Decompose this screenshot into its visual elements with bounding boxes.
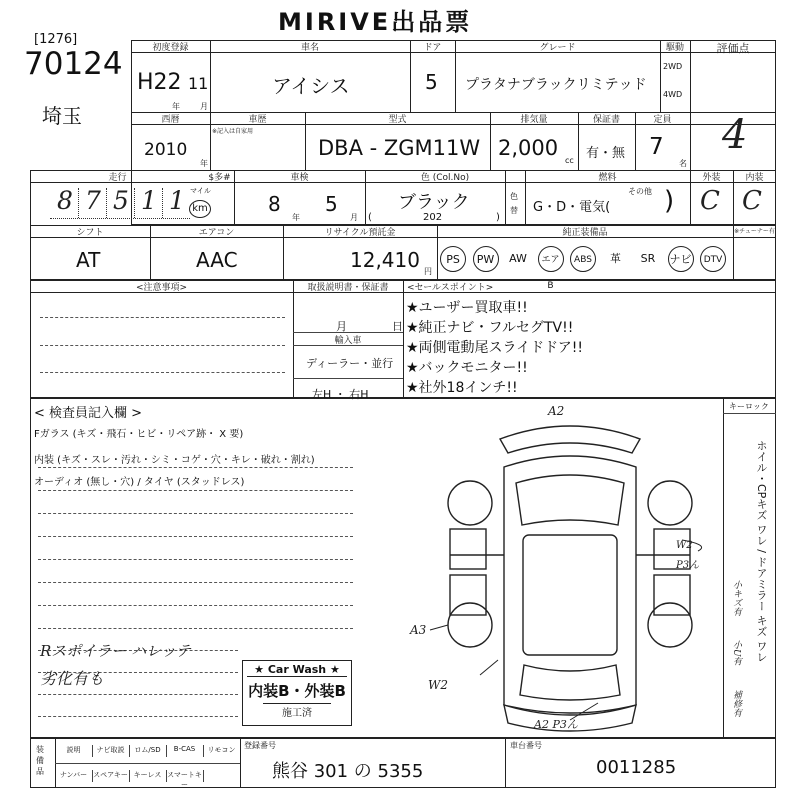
label-western-year: 西暦: [161, 115, 180, 125]
label-model-code: 型式: [388, 115, 407, 125]
footer-item-0-0: 説明: [55, 745, 93, 757]
year-unit: 年: [172, 102, 180, 111]
label-doors: ドア: [423, 43, 442, 53]
footer-item-1-1: スペアキー: [92, 770, 130, 782]
mileage-unit-mile: マイル: [190, 187, 211, 195]
recycle-value: 12,410: [350, 248, 420, 272]
label-equipment: 純正装備品: [562, 228, 608, 238]
doors-value: 5: [425, 70, 438, 94]
capacity-value: 7: [649, 134, 664, 160]
region: 埼玉: [42, 104, 82, 128]
equipment-item-6: SR: [640, 252, 656, 265]
car-diagram: [420, 405, 720, 735]
capacity-unit: 名: [679, 159, 687, 168]
transmission-value: AT: [76, 248, 101, 272]
label-drive: 駆動: [665, 43, 684, 53]
form-title: MIRIVE出品票: [278, 8, 473, 36]
equipment-item-4: ABS: [570, 246, 596, 272]
inspection-line-2: 内装 (キズ・スレ・汚れ・シミ・コゲ・穴・キレ・破れ・割れ): [34, 455, 315, 466]
fuel-options: G・D・電気(: [533, 200, 611, 215]
label-warranty: 保証書: [592, 115, 620, 125]
date-day: 日: [392, 320, 403, 333]
western-year-value: 2010: [144, 140, 188, 160]
label-mileage: 走行: [108, 173, 127, 183]
equipment-item-8: DTV: [700, 246, 726, 272]
car-mark-right-2: P3ん: [676, 560, 700, 571]
mileage-digit-2: 7: [85, 186, 101, 215]
equipment-item-5: 革: [610, 252, 621, 265]
equipment-item-0: PS: [440, 246, 466, 272]
handle-side: 左H ・ 右H: [312, 388, 369, 401]
sales-label: <セールスポイント>: [407, 283, 494, 293]
label-interior: 内装: [745, 173, 764, 183]
color-value: ブラック: [398, 192, 470, 213]
exterior-value: C: [700, 186, 720, 216]
inspection-year-unit: 年: [292, 213, 300, 222]
label-aircon: エアコン: [198, 228, 235, 238]
history-note: ※記入は自家用: [212, 128, 254, 135]
equipment-item-2: AW: [509, 252, 527, 265]
inspection-line-1: Fガラス (キズ・飛石・ヒビ・リペア跡・ X 要): [34, 429, 244, 440]
mileage-digit-1: 8: [57, 186, 73, 215]
color-paren-close: ): [496, 212, 500, 223]
fuel-other-label: その他: [628, 187, 652, 196]
displacement-value: 2,000: [498, 136, 559, 160]
cc-unit: cc: [565, 156, 574, 165]
label-displacement: 排気量: [520, 115, 548, 125]
color-no: 202: [423, 212, 443, 223]
label-capacity: 定員: [653, 115, 672, 125]
caution-label: <注意事項>: [135, 283, 188, 293]
car-mark-left: A3: [410, 623, 427, 637]
side-notes: ホイル・CPキズ ワレ / ドアミラー キズ ワレ: [755, 440, 768, 663]
model-code-value: DBA - ZGM11W: [318, 136, 481, 160]
sales-point-1: ★ユーザー買取車!!: [406, 300, 528, 316]
lot-number: 70124: [24, 46, 123, 82]
label-year: 初度登録: [152, 43, 189, 53]
label-transmission: シフト: [76, 228, 104, 238]
sales-point-5: ★社外18インチ!!: [406, 380, 518, 396]
car-mark-top: A2: [548, 404, 565, 418]
import-type: ディーラー・並行: [306, 357, 394, 370]
label-tuner: ※チューナー有: [734, 228, 775, 235]
side-small-2: 小U有: [731, 640, 741, 666]
footer-item-0-2: ロム/SD: [129, 745, 167, 757]
footer-item-1-3: スマートキー: [166, 770, 204, 782]
mileage-unit-km: km: [189, 200, 211, 218]
footer-items: [55, 738, 240, 788]
label-color: 色 (Col.No): [420, 173, 470, 183]
side-small-3: 補修有: [731, 690, 741, 717]
mileage-digit-3: 5: [113, 186, 129, 215]
handwritten-note-2: 劣化有も: [40, 669, 105, 688]
year-value: H22: [137, 70, 182, 95]
label-fuel: 燃料: [598, 173, 617, 183]
equipment-item-3: エアB: [538, 246, 564, 272]
footer-item-1-4: [203, 770, 240, 782]
equipment-item-7: ナビ: [668, 246, 694, 272]
car-mark-right-1: W2: [676, 540, 693, 551]
sales-point-2: ★純正ナビ・フルセグTV!!: [406, 320, 574, 336]
drive-2wd: 2WD: [663, 62, 683, 71]
label-inspection: 車検: [290, 173, 309, 183]
inspection-year: 8: [268, 192, 281, 216]
mileage-digit-4: 1: [141, 186, 157, 215]
footer-item-0-4: リモコン: [207, 746, 236, 754]
equipment-list: [440, 240, 776, 291]
date-month: 月: [336, 320, 347, 333]
label-score: 評価点: [716, 42, 750, 55]
score-value: 4: [722, 112, 748, 158]
carwash-stamp: [242, 660, 352, 726]
drive-4wd: 4WD: [663, 90, 683, 99]
inspection-month: 5: [325, 192, 338, 216]
western-year-unit: 年: [200, 159, 208, 168]
carwash-footer: 施工済: [263, 703, 331, 719]
label-exterior: 外装: [702, 173, 721, 183]
recycle-unit: 円: [424, 267, 432, 276]
label-history: 車歴: [248, 115, 267, 125]
handwritten-note-1: Rスポイラー ハレッテ: [40, 642, 191, 660]
car-mark-bottom: A2 P3ん: [534, 718, 578, 731]
aircon-value: AAC: [196, 248, 238, 272]
footer-item-1-0: ナンバー: [55, 770, 93, 782]
sales-point-4: ★バックモニター!!: [406, 360, 528, 376]
bracket-number: [1276]: [34, 32, 78, 47]
label-recycle: リサイクル預託金: [324, 228, 396, 238]
keylock-label: キーロック: [729, 402, 769, 411]
inspection-month-unit: 月: [350, 213, 358, 222]
footer-item-0-3: B-CAS: [166, 745, 204, 757]
inspection-line-3: オーディオ (無し・穴) / タイヤ (スタッドレス): [34, 477, 245, 488]
import-label: 輸入車: [334, 336, 362, 346]
grade-value: プラタナブラックリミテッド: [465, 77, 647, 93]
equipment-item-1: PW: [473, 246, 499, 272]
footer-item-0-1: ナビ取説: [92, 745, 130, 757]
plate-number: 熊谷 301 の 5355: [272, 761, 424, 782]
label-mileage-unit: $多#: [208, 173, 231, 183]
footer-item-1-2: キーレス: [129, 770, 167, 782]
side-small-1: 小キズ有: [731, 580, 741, 616]
label-model: 車名: [300, 43, 319, 53]
chassis-label: 車台番号: [510, 741, 542, 750]
color-paren-open: (: [368, 212, 372, 223]
model-value: アイシス: [272, 74, 350, 98]
interior-value: C: [742, 186, 762, 216]
mileage-digit-5: 1: [169, 186, 185, 215]
plate-label: 登録番号: [244, 741, 276, 750]
label-grade: グレード: [539, 43, 576, 53]
inspection-label: < 検査員記入欄 >: [34, 406, 143, 421]
fuel-close: ): [664, 186, 675, 216]
recall-label: 取扱説明書・保証書: [307, 283, 389, 293]
car-mark-bottom-left: W2: [428, 678, 448, 692]
chassis-number: 0011285: [596, 757, 677, 778]
color-change-label: 色替: [510, 192, 518, 215]
month-unit: 月: [200, 102, 208, 111]
carwash-title: ★ Car Wash ★: [247, 663, 347, 677]
warranty-value: 有・無: [586, 146, 626, 161]
carwash-body: 内装B・外装B: [248, 682, 346, 700]
month-value: 11: [188, 74, 209, 93]
sales-point-3: ★両側電動尾スライドドア!!: [406, 340, 583, 356]
footer-side-label: 装備品: [36, 745, 44, 776]
